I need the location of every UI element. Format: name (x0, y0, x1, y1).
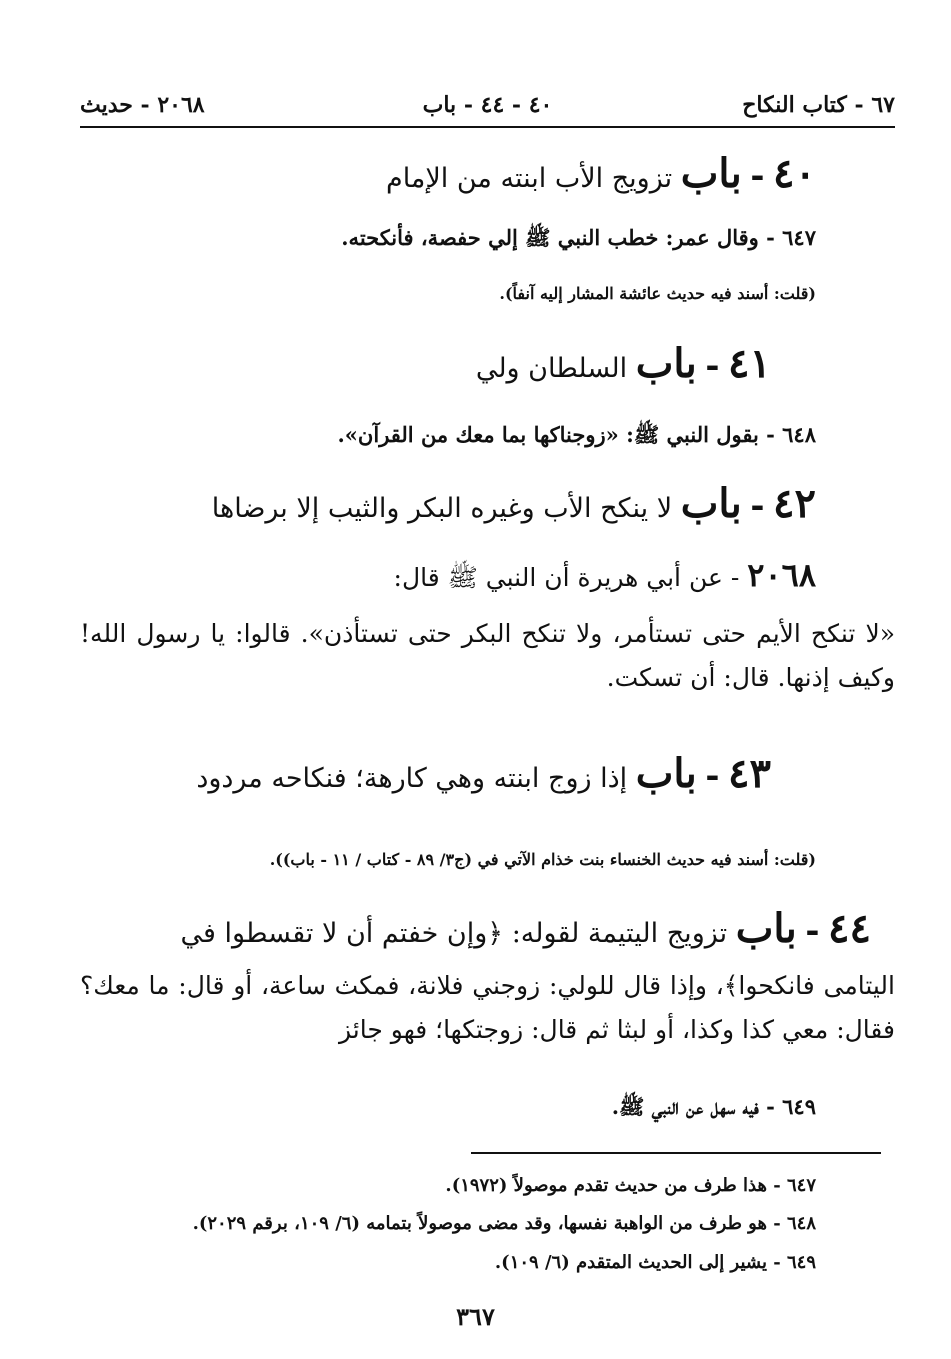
chapter-heading-40: ٤٠ - باب تزويج الأب ابنته من الإمام (385, 150, 816, 197)
chapter-number: ٤٠ (773, 150, 816, 197)
editor-note-2: (قلت: أسند فيه حديث الخنساء بنت خذام الآتي في (ج٣/ ٨٩ - كتاب / ١١ - باب)). (269, 850, 816, 869)
chapter-number: ٤٣ (728, 750, 771, 797)
hadith-isnad: - عن أبي هريرة أن النبي ﷺ قال: (393, 563, 740, 592)
running-head-hadith: ٢٠٦٨ - حديث (80, 92, 205, 118)
chapter-title: تزويج الأب ابنته من الإمام (385, 163, 673, 194)
chapter-bab: باب (735, 905, 797, 952)
footnote-divider (471, 1152, 881, 1154)
hadith-number: ٢٠٦٨ (747, 556, 816, 594)
footnote-648: ٦٤٨ - هو طرف من الواهبة نفسها، وقد مضى موصولاً بتمامه (٦/ ١٠٩، برقم ٢٠٢٩). (192, 1213, 816, 1234)
chapter-bab: باب (635, 750, 697, 797)
chapter-title: تزويج اليتيمة لقوله: ﴿وإن خفتم أن لا تقسطوا في (180, 918, 728, 949)
chapter-bab: باب (635, 340, 697, 387)
chapter-heading-42: ٤٢ - باب لا ينكح الأب وغيره البكر والثيب إلا برضاها (211, 480, 816, 527)
chapter-heading-44: ٤٤ - باب تزويج اليتيمة لقوله: ﴿وإن خفتم أن لا تقسطوا في (180, 905, 871, 952)
chapter-title: السلطان ولي (475, 353, 628, 384)
chapter-heading-43: ٤٣ - باب إذا زوج ابنته وهي كارهة؛ فنكاحه مردود (196, 750, 771, 797)
chapter-bab: باب (680, 480, 742, 527)
page-number: ٣٦٧ (456, 1302, 495, 1331)
hadith-647: ٦٤٧ - وقال عمر: خطب النبي ﷺ إلي حفصة، فأنكحته. (341, 225, 816, 250)
footnote-647: ٦٤٧ - هذا طرف من حديث تقدم موصولاً (١٩٧٢). (445, 1175, 816, 1196)
chapter-bab: باب (680, 150, 742, 197)
hadith-2068-text: «لا تنكح الأيم حتى تستأمر، ولا تنكح البكر حتى تستأذن». قالوا: يا رسول الله! وكيف إذنها. قال: أن تسكت. (80, 619, 895, 692)
hadith-648: ٦٤٨ - بقول النبي ﷺ: «زوجناكها بما معك من القرآن». (337, 422, 816, 447)
editor-note-1: (قلت: أسند فيه حديث عائشة المشار إليه آنفاً). (499, 284, 816, 303)
footnote-649: ٦٤٩ - يشير إلى الحديث المتقدم (٦/ ١٠٩). (494, 1252, 816, 1273)
running-head-book: ٦٧ - كتاب النكاح (742, 92, 895, 118)
running-head-chapters: ٤٠ - ٤٤ - باب (422, 92, 553, 118)
chapter-number: ٤٢ (773, 480, 816, 527)
chapter-heading-41: ٤١ - باب السلطان ولي (475, 340, 771, 387)
hadith-2068-heading (80, 556, 816, 599)
chapter-number: ٤٤ (828, 905, 871, 952)
chapter-title: لا ينكح الأب وغيره البكر والثيب إلا برضاها (211, 493, 673, 524)
chapter-44-continuation: اليتامى فانكحوا﴾، وإذا قال للولي: زوجني فلانة، فمكث ساعة، أو قال: ما معك؟ فقال: معي كذا وكذا، أو لبثا ثم قال: زوجتكها؛ فهو جائز (80, 971, 895, 1044)
chapter-number: ٤١ (728, 340, 771, 387)
running-head (80, 92, 895, 128)
chapter-title: إذا زوج ابنته وهي كارهة؛ فنكاحه مردود (196, 763, 628, 794)
hadith-649: ٦٤٩ - فيه سهل عن النبي ﷺ. (611, 1094, 816, 1119)
